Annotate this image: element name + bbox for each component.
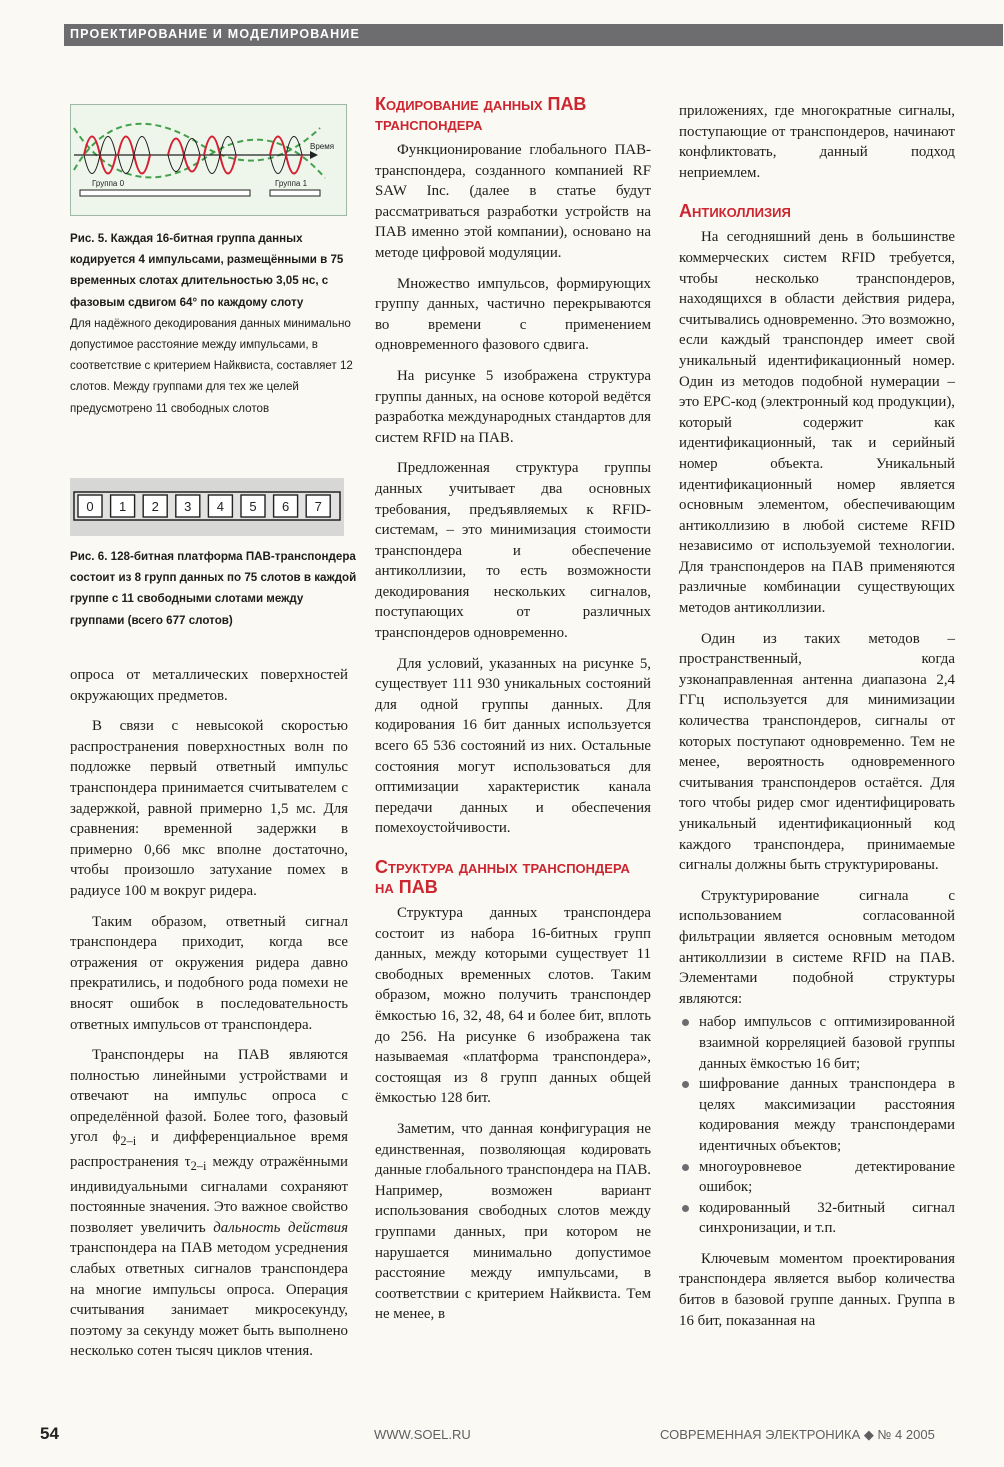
paragraph: Таким образом, ответный сигнал транспондера приходит, когда все отражения от окружения ридера давно прекратились, и подобного рода помехи не вносят ошибок в последовательность ответных импульсов от транспондера. (70, 913, 348, 1033)
figure-6 (70, 478, 344, 536)
paragraph (70, 1045, 348, 1362)
paragraph: Ключевым моментом проектирования транспондера является выбор количества битов в базовой группе данных. Группа в 16 бит, показанная на (679, 1250, 955, 1329)
figure-5-caption-note: Для надёжного декодирования данных минимально допустимое расстояние между импульсами, в соответствие с критерием Найквиста, составляет 12 слотов. Между группами для тех же целей предусмотрено 11 свободных слотов (70, 316, 353, 415)
figure-5 (70, 104, 347, 216)
group-0-bar (80, 190, 250, 196)
text-run: транспондера на ПАВ методом усреднения слабых ответных сигналов транспондера на многие импульсы опроса. Операция считывания занимает микросекунду, поэтому за секунду может быть выполнено несколько сотен тысяч циклов чтения. (70, 1240, 348, 1360)
text-run: между отражёнными индивидуальными сигналами сохраняют постоянные значения. Это важное свойство позволяет увеличить (70, 1154, 348, 1236)
group-cell-label: 1 (118, 499, 127, 514)
column-1 (70, 665, 348, 1372)
column-3 (679, 101, 955, 1341)
figure-6-caption (70, 546, 360, 631)
paragraph: опроса от металлических поверхностей окружающих предметов. (70, 667, 348, 704)
group-cell-label: 6 (281, 499, 290, 514)
paragraph: Предложенная структура группы данных учитывает два основных требования, предъявляемых к RFID-системам, – это минимизация стоимости транспондера и обеспечение антиколлизии, то есть возможности декодирования нескольких сигналов, поступающих от различных транспондеров одновременно. (375, 460, 651, 642)
paragraph: Структура данных транспондера состоит из набора 16-битных групп данных, между которыми существует 11 свободных временных слотов. Таким образом, можно получить транспондер ёмкостью 16, 32, 48, 64 и более бит, вплоть до 256. На рисунке 6 изображена так называемая «платформа транспондера», состоящая из 8 групп данных общей ёмкостью 128 бит. (375, 905, 651, 1107)
list-item: кодированный 32-битный сигнал синхронизации, и т.п. (679, 1198, 955, 1239)
page-number: 54 (40, 1424, 59, 1443)
paragraph: Множество импульсов, формирующих группу данных, частично перекрываются во времени с применением одновременного фазового сдвига. (375, 275, 651, 354)
group-1-label: Группа 1 (275, 179, 308, 188)
column-2 (375, 94, 651, 1335)
time-label: Время (310, 142, 335, 151)
section-title: ПРОЕКТИРОВАНИЕ И МОДЕЛИРОВАНИЕ (70, 27, 361, 41)
list-item: шифрование данных транспондера в целях максимизации расстояния кодирования между транспондерами идентичных объектов; (679, 1074, 955, 1156)
text-run: Транспондеры на ПАВ являются полностью линейными устройствами и отвечают на импульс опроса с определённой фазой. Более того, фазовый угол ϕ (70, 1047, 348, 1146)
paragraph: Структурирование сигнала с использованием согласованной фильтрации является основным методом антиколлизии в системе RFID на ПАВ. Элементами подобной структуры являются: (679, 887, 955, 1007)
list-item: набор импульсов с оптимизированной взаимной корреляцией базовой группы данных ёмкостью 16 бит; (679, 1012, 955, 1074)
figure-5-caption (70, 228, 360, 419)
text-run: и дифференциальное время распространения τ (70, 1129, 348, 1171)
group-cell-label: 5 (249, 499, 257, 514)
paragraph: В связи с невысокой скоростью распространения поверхностных волн по подложке первый ответный импульс транспондера принимается считывателем с задержкой, равной примерно 1,5 мс. Для сравнения: временной задержки в примерно 0,66 мкс вполне достаточно, чтобы произошло затухание помех в радиусе 100 м вокруг ридера. (70, 718, 348, 899)
italic-term: дальность действия (213, 1219, 348, 1236)
figure-5-caption-title: Рис. 5. Каждая 16-битная группа данных кодируется 4 импульсами, размещёнными в 75 временных слотах длительностью 3,05 нс, с фазовым сдвигом 64° по каждому слоту (70, 232, 344, 309)
paragraph: Для условий, указанных на рисунке 5, существует 111 930 уникальных состояний для одной группы данных. Для кодирования 16 бит данных используется всего 65 536 состояний из них. Остальные состояния могут использоваться для оптимизации характеристик канала передачи данных и обеспечения помехоустойчивости. (375, 655, 651, 837)
section-heading: Структура данных транспондера на ПАВ (375, 857, 630, 897)
group-cell-label: 3 (184, 499, 192, 514)
paragraph: Заметим, что данная конфигурация не единственная, позволяющая кодировать данные глобального транспондера на ПАВ. Например, возможен вариант использования свободных слотов между группами данных, при котором не нарушается минимально допустимое расстояние между импульсами, в соответствии с критерием Найквиста. Тем не менее, в (375, 1120, 651, 1323)
section-heading: Антиколлизия (679, 201, 791, 222)
group-cell-label: 0 (86, 499, 94, 514)
paragraph: На сегодняшний день в большинстве коммерческих систем RFID требуется, чтобы несколько транспондеров, находящихся в области действия ридера, считывались одновременно. Это возможно, если каждый транспондер имеет свой уникальный идентификационный номер. Один из методов подобной нумерации – это EPC-код (электронный код продукции), который содержит как идентификационный, так и серийный номер объекта. Уникальный идентификационный номер является основным элементом, обеспечивающим антиколлизию в любой системе RFID независимо от используемой технологии. Для транспондеров на ПАВ применяются различные комбинации существующих методов антиколлизии. (679, 229, 955, 617)
list-item: многоуровневое детектирование ошибок; (679, 1157, 955, 1198)
group-cell-label: 4 (216, 499, 225, 514)
subscript: 2–i (120, 1134, 137, 1149)
journal-name: СОВРЕМЕННАЯ ЭЛЕКТРОНИКА ◆ № 4 2005 (660, 1427, 935, 1442)
paragraph: приложениях, где многократные сигналы, поступающие от транспондеров, начинают конфликтовать, данный подход неприемлем. (679, 103, 955, 181)
site-url: WWW.SOEL.RU (374, 1427, 471, 1442)
paragraph: Один из таких методов – пространственный, когда узконаправленная антенна диапазона 2,4 ГГц используется для минимизации количества транспондеров, сигналы от которых поступают одновременно. Тем не менее, вероятность одновременного считывания транспондеров остаётся. Для того чтобы ридер смог идентифицировать уникальный идентификационный код каждого транспондера, принимаемые сигналы должны быть структурированы. (679, 630, 955, 874)
figure-6-caption-title: Рис. 6. 128-битная платформа ПАВ-транспондера состоит из 8 групп данных по 75 слотов в каждой группе с 11 свободными слотами между группами (всего 677 слотов) (70, 550, 357, 627)
section-heading: Кодирование данных ПАВ транспондера (375, 94, 587, 134)
figure-5-diagram (70, 104, 347, 216)
group-cell-label: 7 (314, 499, 322, 514)
group-cell-label: 2 (151, 499, 159, 514)
bullet-list (679, 1012, 955, 1239)
group-1-bar (270, 190, 320, 196)
paragraph: Функционирование глобального ПАВ-транспондера, созданного компанией RF SAW Inc. (далее в статье будут рассматриваться разработки устройств на ПАВ именно этой компании), основано на методе цифровой модуляции. (375, 142, 651, 261)
figure-6-diagram (70, 478, 344, 536)
subscript: 2–i (190, 1159, 207, 1173)
group-0-label: Группа 0 (92, 179, 125, 188)
paragraph: На рисунке 5 изображена структура группы данных, на основе которой ведётся разработка международных стандартов для систем RFID на ПАВ. (375, 367, 651, 446)
